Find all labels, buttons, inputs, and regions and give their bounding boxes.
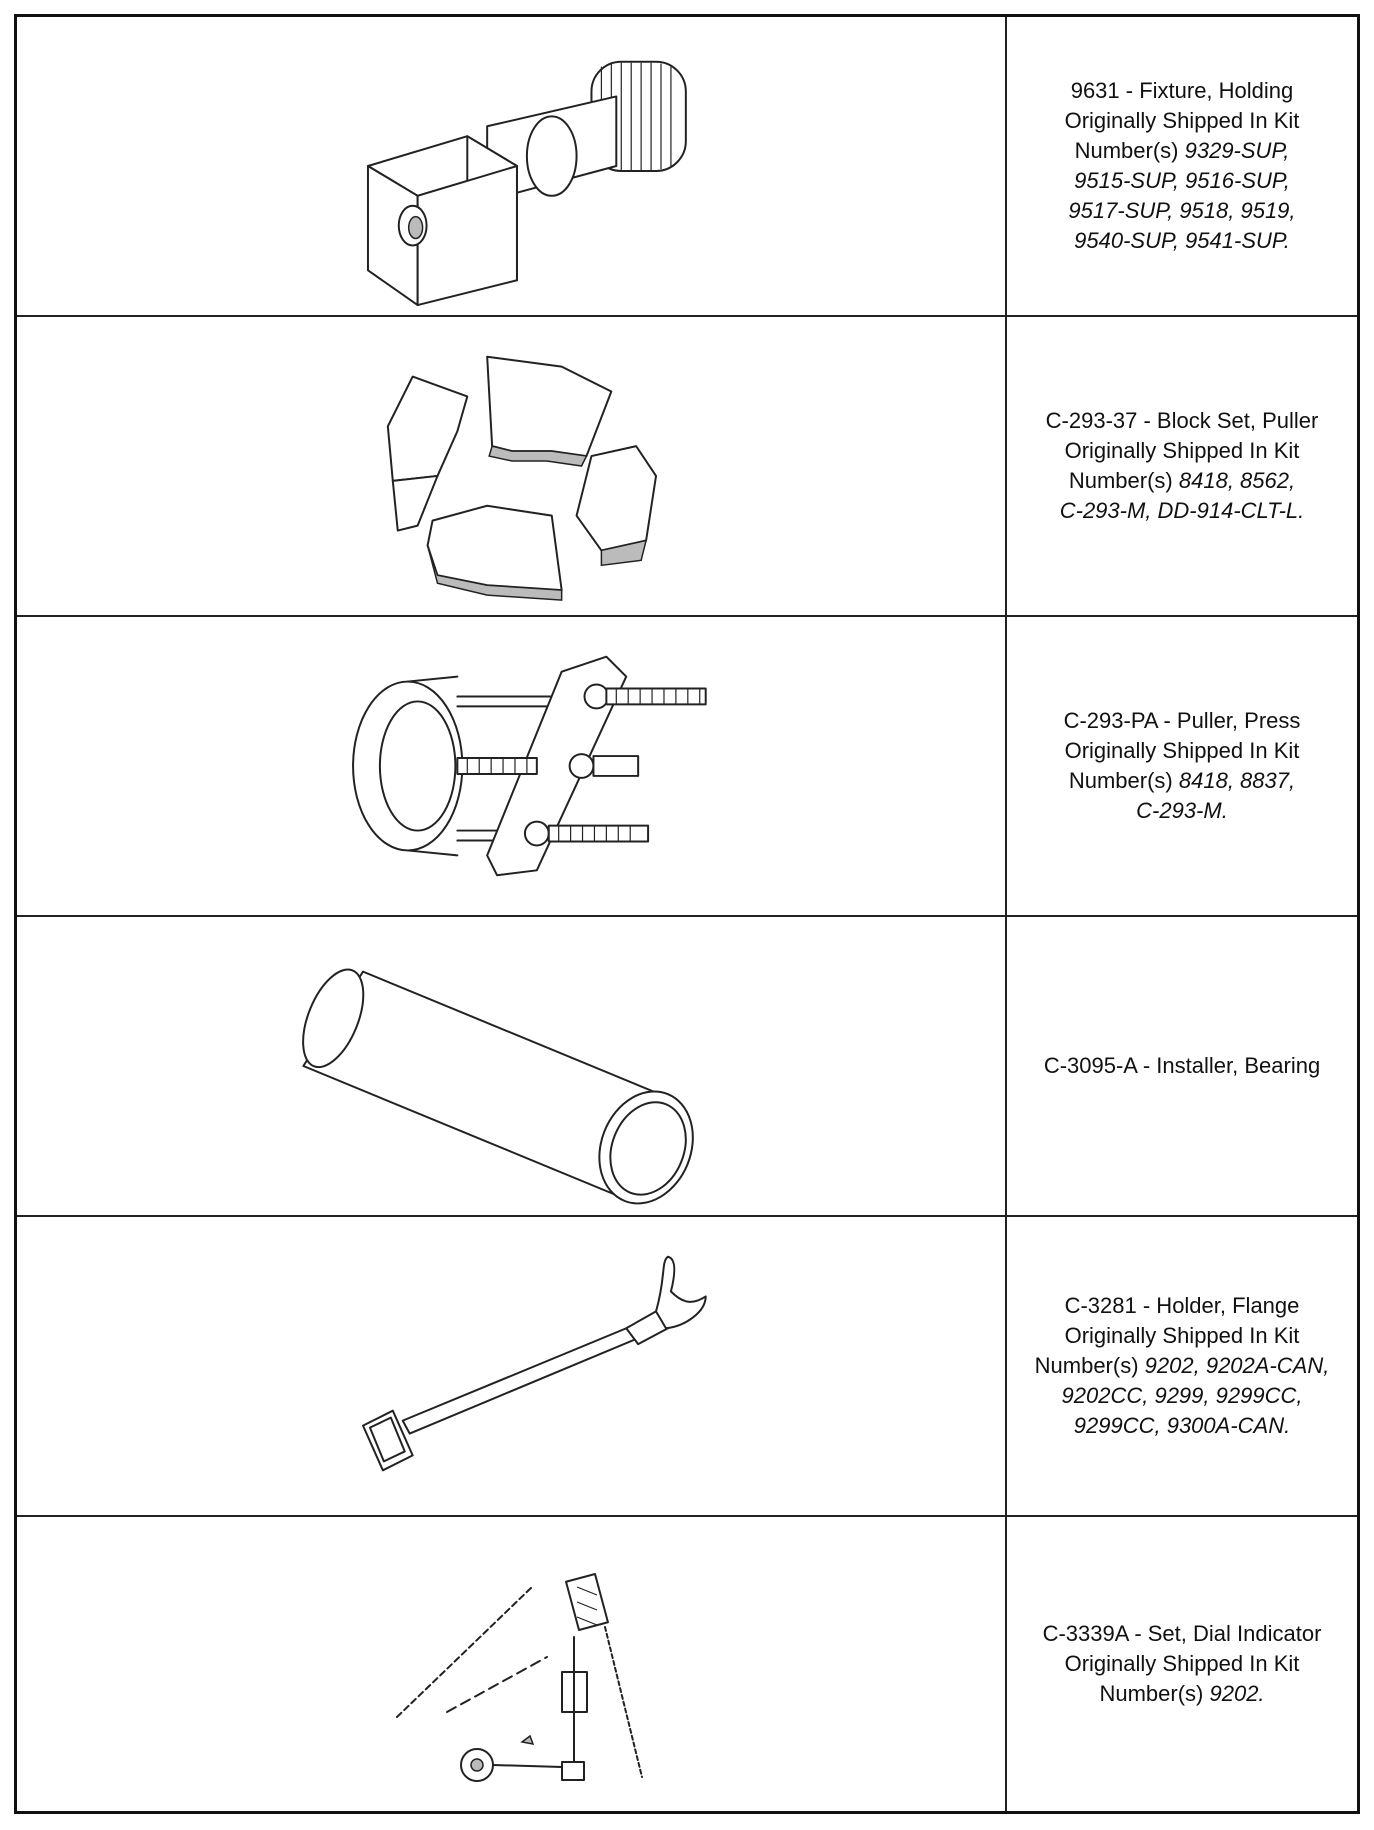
tool-illustration-cell bbox=[17, 917, 1007, 1215]
tool-row bbox=[17, 917, 1357, 1217]
tool-description bbox=[1007, 917, 1357, 1215]
kit-numbers bbox=[1046, 466, 1319, 496]
kit-number: C-293-M, DD-914-CLT-L. bbox=[1059, 498, 1305, 523]
tool-row bbox=[17, 17, 1357, 317]
tool-illustration-cell bbox=[17, 617, 1007, 915]
press-puller-icon bbox=[17, 617, 1007, 915]
kit-number: 9202CC, 9299, 9299CC, bbox=[1061, 1383, 1303, 1408]
kit-line: Originally Shipped In Kit bbox=[1064, 108, 1300, 133]
kit-line: Originally Shipped In Kit bbox=[1064, 738, 1300, 763]
kit-numbers bbox=[1064, 766, 1301, 796]
kit-label: Number(s) bbox=[1068, 768, 1173, 793]
tool-title: 9631 - Fixture, Holding bbox=[1070, 78, 1294, 103]
tool-title: C-3095-A - Installer, Bearing bbox=[1043, 1053, 1321, 1078]
kit-label: Number(s) bbox=[1099, 1681, 1204, 1706]
kit-numbers bbox=[1065, 166, 1300, 196]
kit-number: 9515-SUP, 9516-SUP, bbox=[1074, 168, 1290, 193]
tool-row bbox=[17, 317, 1357, 617]
tool-description bbox=[1007, 317, 1357, 615]
kit-number: 9299CC, 9300A-CAN. bbox=[1073, 1413, 1291, 1438]
kit-number: 9540-SUP, 9541-SUP. bbox=[1074, 228, 1290, 253]
tool-description bbox=[1007, 1217, 1357, 1515]
kit-label: Number(s) bbox=[1034, 1353, 1139, 1378]
kit-number: 8418, 8837, bbox=[1178, 768, 1296, 793]
kit-number: C-293-M. bbox=[1136, 798, 1228, 823]
tool-illustration-cell bbox=[17, 317, 1007, 615]
tool-title: C-293-37 - Block Set, Puller bbox=[1045, 408, 1319, 433]
kit-numbers bbox=[1035, 1381, 1330, 1411]
tool-row bbox=[17, 1517, 1357, 1811]
kit-numbers bbox=[1035, 1411, 1330, 1441]
tool-illustration-cell bbox=[17, 1217, 1007, 1515]
tool-title: C-293-PA - Puller, Press bbox=[1063, 708, 1301, 733]
kit-numbers bbox=[1065, 136, 1300, 166]
kit-label: Number(s) bbox=[1068, 468, 1173, 493]
kit-number: 9517-SUP, 9518, 9519, bbox=[1068, 198, 1296, 223]
kit-line: Originally Shipped In Kit bbox=[1064, 1323, 1300, 1348]
kit-numbers bbox=[1043, 1679, 1322, 1709]
tool-row bbox=[17, 1217, 1357, 1517]
dial-indicator-set-icon bbox=[17, 1517, 1007, 1811]
tool-description bbox=[1007, 617, 1357, 915]
tool-title: C-3339A - Set, Dial Indicator bbox=[1042, 1621, 1322, 1646]
kit-numbers bbox=[1046, 496, 1319, 526]
tool-description bbox=[1007, 17, 1357, 315]
tool-illustration-cell bbox=[17, 1517, 1007, 1811]
kit-number: 9329-SUP, bbox=[1184, 138, 1290, 163]
kit-line: Originally Shipped In Kit bbox=[1064, 1651, 1300, 1676]
holding-fixture-icon bbox=[17, 17, 1007, 315]
kit-number: 9202. bbox=[1209, 1681, 1265, 1706]
kit-numbers bbox=[1064, 796, 1301, 826]
bearing-installer-icon bbox=[17, 917, 1007, 1215]
kit-numbers bbox=[1065, 196, 1300, 226]
tool-illustration-cell bbox=[17, 17, 1007, 315]
tool-row bbox=[17, 617, 1357, 917]
puller-block-set-icon bbox=[17, 317, 1007, 615]
tool-title: C-3281 - Holder, Flange bbox=[1064, 1293, 1300, 1318]
kit-label: Number(s) bbox=[1074, 138, 1179, 163]
kit-numbers bbox=[1035, 1351, 1330, 1381]
kit-numbers bbox=[1065, 226, 1300, 256]
kit-number: 8418, 8562, bbox=[1178, 468, 1296, 493]
kit-line: Originally Shipped In Kit bbox=[1064, 438, 1300, 463]
tool-table bbox=[14, 14, 1360, 1814]
flange-holder-icon bbox=[17, 1217, 1007, 1515]
kit-number: 9202, 9202A-CAN, bbox=[1144, 1353, 1330, 1378]
tool-description bbox=[1007, 1517, 1357, 1811]
